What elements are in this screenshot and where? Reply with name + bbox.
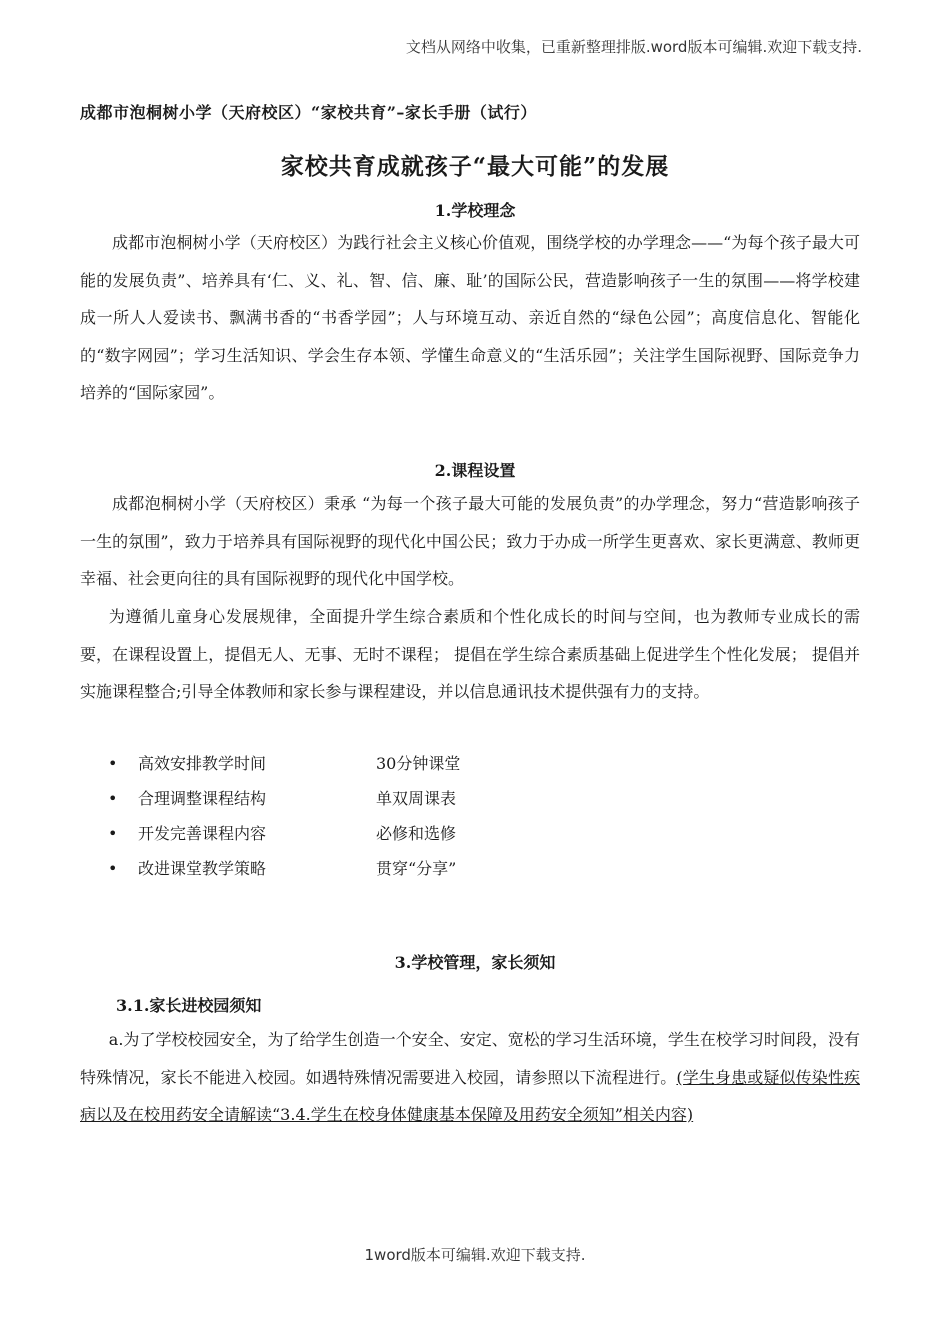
- course-strategy-list: [108, 746, 608, 886]
- bullet-icon: •: [108, 824, 118, 843]
- bullet-icon: •: [108, 754, 118, 773]
- section-1-paragraph: 成都市泡桐树小学（天府校区）为践行社会主义核心价值观，围绕学校的办学理念——“为每个孩子最大可能的发展负责”、培养具有‘仁、义、礼、智、信、廉、耻’的国际公民，营造影响孩子一生的氛围——将学校建成一所人人爱读书、飘满书香的“书香学园”；人与环境互动、亲近自然的“绿色公园”；高度信息化、智能化的“数字网园”；学习生活知识、学会生存本领、学懂生命意义的“生活乐园”；关注学生国际视野、国际竞争力培养的“国际家园”。: [80, 233, 860, 402]
- list-item-detail: 30分钟课堂: [376, 754, 461, 773]
- list-item-detail: 单双周课表: [376, 789, 457, 808]
- list-item-label: 改进课堂教学策略: [138, 859, 267, 878]
- list-item: [108, 746, 608, 781]
- health-notice-reference: (学生身患或疑似传染性疾病以及在校用药安全请解读“3.4.学生在校身体健康基本保障及用药安全须知”相关内容): [80, 1067, 860, 1124]
- section-2-paragraph-1: 成都泡桐树小学（天府校区）秉承 “为每一个孩子最大可能的发展负责”的办学理念，努力“营造影响孩子一生的氛围”，致力于培养具有国际视野的现代化中国公民；致力于办成一所学生更喜欢、家长更满意、教师更幸福、社会更向往的具有国际视野的现代化中国学校。: [80, 494, 860, 588]
- list-item-label: 高效安排教学时间: [138, 754, 267, 773]
- list-item: [108, 851, 608, 886]
- section-1-heading: 1.学校理念: [434, 201, 516, 220]
- list-item-label: 开发完善课程内容: [138, 824, 267, 843]
- document-title: 家校共育成就孩子“最大可能”的发展: [280, 153, 670, 180]
- bullet-icon: •: [108, 859, 118, 878]
- bullet-icon: •: [108, 789, 118, 808]
- footer-note: 1word版本可编辑.欢迎下载支持.: [364, 1246, 586, 1264]
- section-3-1-text: a.为了学校校园安全，为了给学生创造一个安全、安定、宽松的学习生活环境，学生在校学习时间段，没有特殊情况，家长不能进入校园。如遇特殊情况需要进入校园，请参照以下流程进行。: [80, 1030, 860, 1087]
- section-2-heading: 2.课程设置: [434, 461, 516, 480]
- list-item-detail: 必修和选修: [376, 824, 457, 843]
- section-3-1-paragraph: [80, 1021, 860, 1134]
- section-2-paragraph-2: 为遵循儿童身心发展规律，全面提升学生综合素质和个性化成长的时间与空间，也为教师专业成长的需要，在课程设置上，提倡无人、无事、无时不课程； 提倡在学生综合素质基础上促进学生个性化发展； 提倡并实施课程整合;引导全体教师和家长参与课程建设，并以信息通讯技术提供强有力的支持。: [80, 607, 860, 701]
- header-note: 文档从网络中收集，已重新整理排版.word版本可编辑.欢迎下载支持.: [405, 38, 862, 56]
- section-3-1-heading: 3.1.家长进校园须知: [116, 996, 262, 1015]
- list-item-detail: 贯穿“分享”: [376, 859, 457, 878]
- section-3-heading: 3.学校管理，家长须知: [394, 953, 556, 972]
- list-item: [108, 816, 608, 851]
- list-item: [108, 781, 608, 816]
- document-subtitle: 成都市泡桐树小学（天府校区）“家校共育”–家长手册（试行）: [80, 103, 537, 122]
- list-item-label: 合理调整课程结构: [138, 789, 267, 808]
